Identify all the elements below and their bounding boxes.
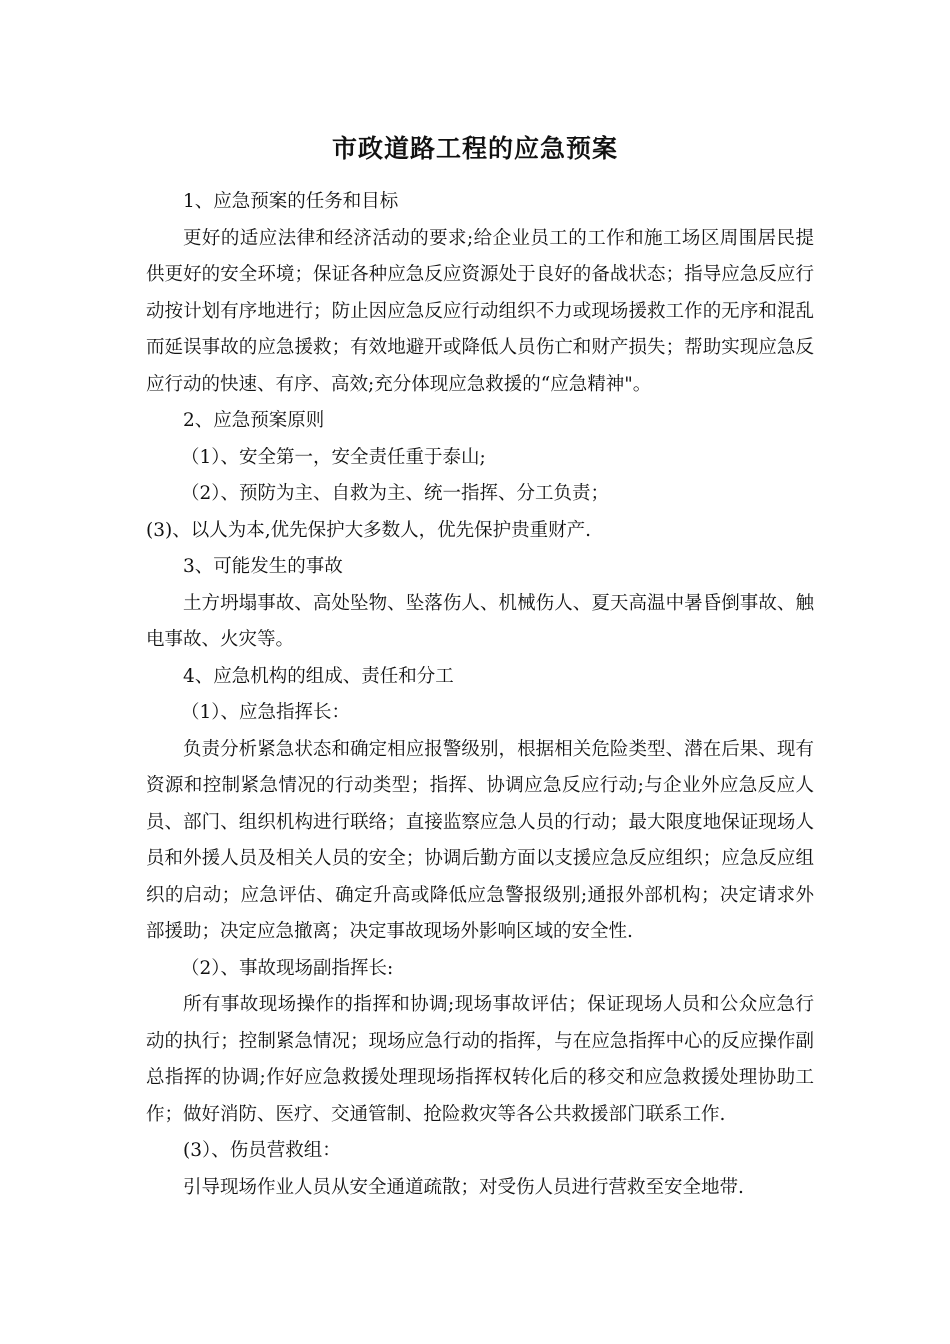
section-3-heading: 3、可能发生的事故 — [183, 556, 343, 577]
section-4-sub-1-paragraph: 负责分析紧急状态和确定相应报警级别，根据相关危险类型、潜在后果、现有资源和控制紧急情况的行动类型；指挥、协调应急反应行动;与企业外应急反应人员、部门、组织机构进行联络；直接监察应急人员的行动；最大限度地保证现场人员和外援人员及相关人员的安全；协调后勤方面以支援应急反应组织；应急反应组织的启动；应急评估、确定升高或降低应急警报级别;通报外部机构；决定请求外部援助；决定应急撤离；决定事故现场外影响区域的安全性. — [146, 738, 814, 942]
section-2-item-1: （1）、安全第一，安全责任重于泰山; — [181, 446, 486, 468]
section-4-sub-3-heading: (3）、伤员营救组： — [183, 1140, 341, 1161]
section-4-sub-2-heading: （2）、事故现场副指挥长: — [181, 957, 394, 979]
section-2-heading: 2、应急预案原则 — [183, 410, 325, 431]
document-title: 市政道路工程的应急预案 — [331, 134, 618, 163]
section-4-sub-1-heading: （1）、应急指挥长： — [181, 702, 351, 723]
section-4-heading: 4、应急机构的组成、责任和分工 — [183, 665, 454, 687]
section-1-heading: 1、应急预案的任务和目标 — [183, 191, 399, 212]
section-2-item-2: （2）、预防为主、自救为主、统一指挥、分工负责； — [181, 483, 610, 504]
section-4-sub-3-paragraph: 引导现场作业人员从安全通道疏散；对受伤人员进行营救至安全地带. — [183, 1176, 744, 1198]
section-2-item-3: (3)、以人为本,优先保护大多数人，优先保护贵重财产. — [146, 519, 591, 541]
section-4-sub-2-paragraph: 所有事故现场操作的指挥和协调;现场事故评估；保证现场人员和公众应急行动的执行；控制紧急情况；现场应急行动的指挥，与在应急指挥中心的反应操作副总指挥的协调;作好应急救援处理现场指挥权转化后的移交和应急救援处理协助工作；做好消防、医疗、交通管制、抢险救灾等各公共救援部门联系工作. — [146, 994, 814, 1125]
section-1-paragraph: 更好的适应法律和经济活动的要求;给企业员工的工作和施工场区周围居民提供更好的安全环境；保证各种应急反应资源处于良好的备战状态；指导应急反应行动按计划有序地进行；防止因应急反应行动组织不力或现场援救工作的无序和混乱而延误事故的应急援救；有效地避开或降低人员伤亡和财产损失；帮助实现应急反应行动的快速、有序、高效;充分体现应急救援的“应急精神"。 — [146, 227, 814, 395]
document-body — [146, 184, 814, 1206]
section-3-paragraph: 土方坍塌事故、高处坠物、坠落伤人、机械伤人、夏天高温中暑昏倒事故、触电事故、火灾等。 — [146, 592, 814, 650]
